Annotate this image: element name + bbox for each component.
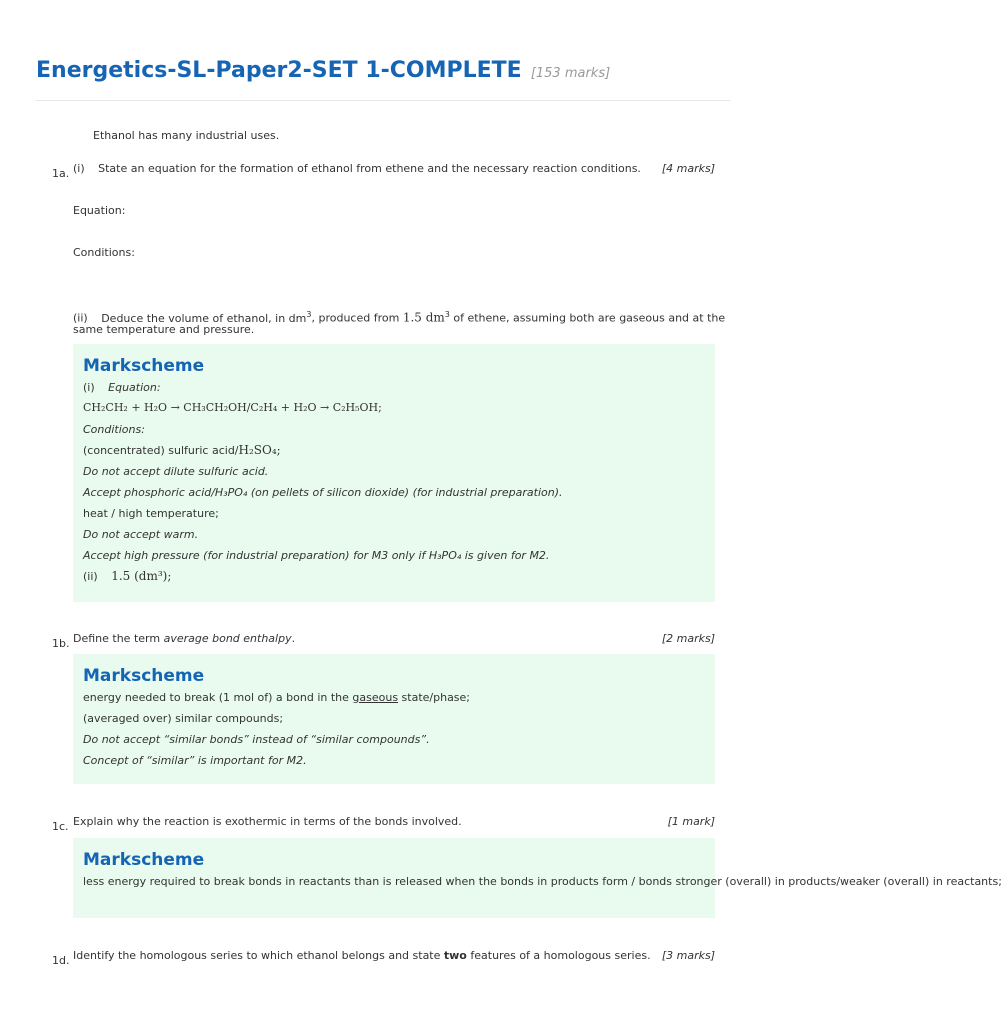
ms1a-line-10 [83,569,171,583]
q1d-text-bold: two [443,949,467,962]
q1c-marks: [1 mark] [667,815,715,828]
ms1a-l4-text: (concentrated) sulfuric acid/ [83,444,239,457]
ms1b-line-2: (averaged over) similar compounds; [83,712,284,725]
q1b-text-3: . [291,632,296,645]
ms1a-line-1 [83,381,161,394]
q1b-text [73,632,295,646]
q1b-text-1: Define the term [73,632,164,645]
total-marks: [153 marks] [530,66,611,81]
ms1b-l1-c: state/phase; [398,691,471,704]
equation-label: Equation: [73,204,126,217]
markscheme-1b [73,654,715,784]
ms1a-l10-label: (ii) [83,570,98,583]
q1b-marks: [2 marks] [661,632,715,645]
ms1b-l1-a: energy needed to break (1 mol of) a bond in the [83,691,353,704]
markscheme-1c [73,838,1002,918]
q1a-part-ii-math: 1.5 dm [402,310,445,325]
q1a-part-i [73,162,641,176]
question-number-1b: 1b. [52,637,70,650]
ms1a-line-8: Do not accept warm. [83,528,199,541]
q1a-part-ii-label: (ii) [73,311,88,325]
ms1a-conditions-label: Conditions: [83,423,145,436]
q1a-part-i-label: (i) [73,162,85,175]
conditions-label: Conditions: [73,246,135,259]
ms1a-line-6: Accept phosphoric acid/H₃PO₄ (on pellets of silicon dioxide) (for industrial preparation). [83,486,563,499]
q1d-text [73,949,651,963]
title-divider [36,100,730,101]
q1d-text-2: features of a homologous series. [466,949,651,962]
q1a-part-ii-text-2: , produced from [311,311,403,325]
ms1c-line-1: less energy required to break bonds in reactants than is released when the bonds in products form / bonds stronger (overall) in products/weaker (overall) in reactants; [83,875,1002,888]
ms1a-line-5: Do not accept dilute sulfuric acid. [83,465,269,478]
q1a-part-ii-text-4: same temperature and pressure. [73,323,255,336]
question-number-1a: 1a. [52,167,70,180]
markscheme-1a [73,344,715,602]
q1d-marks: [3 marks] [661,949,715,962]
q1d-text-1: Identify the homologous series to which ethanol belongs and state [73,949,444,962]
ms1b-line-1 [83,691,470,704]
page-title-row [36,58,610,83]
question-number-1d: 1d. [52,954,70,967]
ms1a-line-4 [83,443,281,457]
q1b-text-2: average bond enthalpy [163,632,292,645]
ms1a-l10-math: 1.5 (dm³); [111,569,172,583]
ms1a-line-9: Accept high pressure (for industrial preparation) for M3 only if H₃PO₄ is given for M2. [83,549,550,562]
q1a-part-ii-text-3: of ethene, assuming both are gaseous and at the [449,311,726,325]
ms1b-line-3: Do not accept “similar bonds” instead of “similar compounds”. [83,733,430,746]
q1a-part-ii-sup-1: 3 [306,310,312,319]
q1a-part-i-text: State an equation for the formation of ethanol from ethene and the necessary reaction conditions. [98,162,641,175]
q1a-part-ii-sup-2: 3 [444,310,450,319]
q1a-part-ii-text-1: Deduce the volume of ethanol, in dm [101,311,307,325]
page-title: Energetics-SL-Paper2-SET 1-COMPLETE [36,58,522,83]
question-stem: Ethanol has many industrial uses. [93,129,280,142]
q1c-text: Explain why the reaction is exothermic in terms of the bonds involved. [73,815,462,828]
markscheme-heading: Markscheme [83,850,205,870]
q1a-marks: [4 marks] [661,162,715,175]
markscheme-heading: Markscheme [83,666,205,686]
ms1a-l1-text: Equation: [108,381,161,394]
markscheme-heading: Markscheme [83,356,205,376]
ms1a-l4-math: H₂SO₄; [238,443,281,457]
ms1b-l1-b: gaseous [352,691,399,704]
ms1a-l1-label: (i) [83,381,95,394]
question-number-1c: 1c. [52,820,69,833]
ms1b-line-4: Concept of “similar” is important for M2. [83,754,307,767]
ms1a-equation: CH₂CH₂ + H₂O → CH₃CH₂OH/C₂H₄ + H₂O → C₂H₅OH; [83,401,382,414]
ms1a-line-7: heat / high temperature; [83,507,219,520]
